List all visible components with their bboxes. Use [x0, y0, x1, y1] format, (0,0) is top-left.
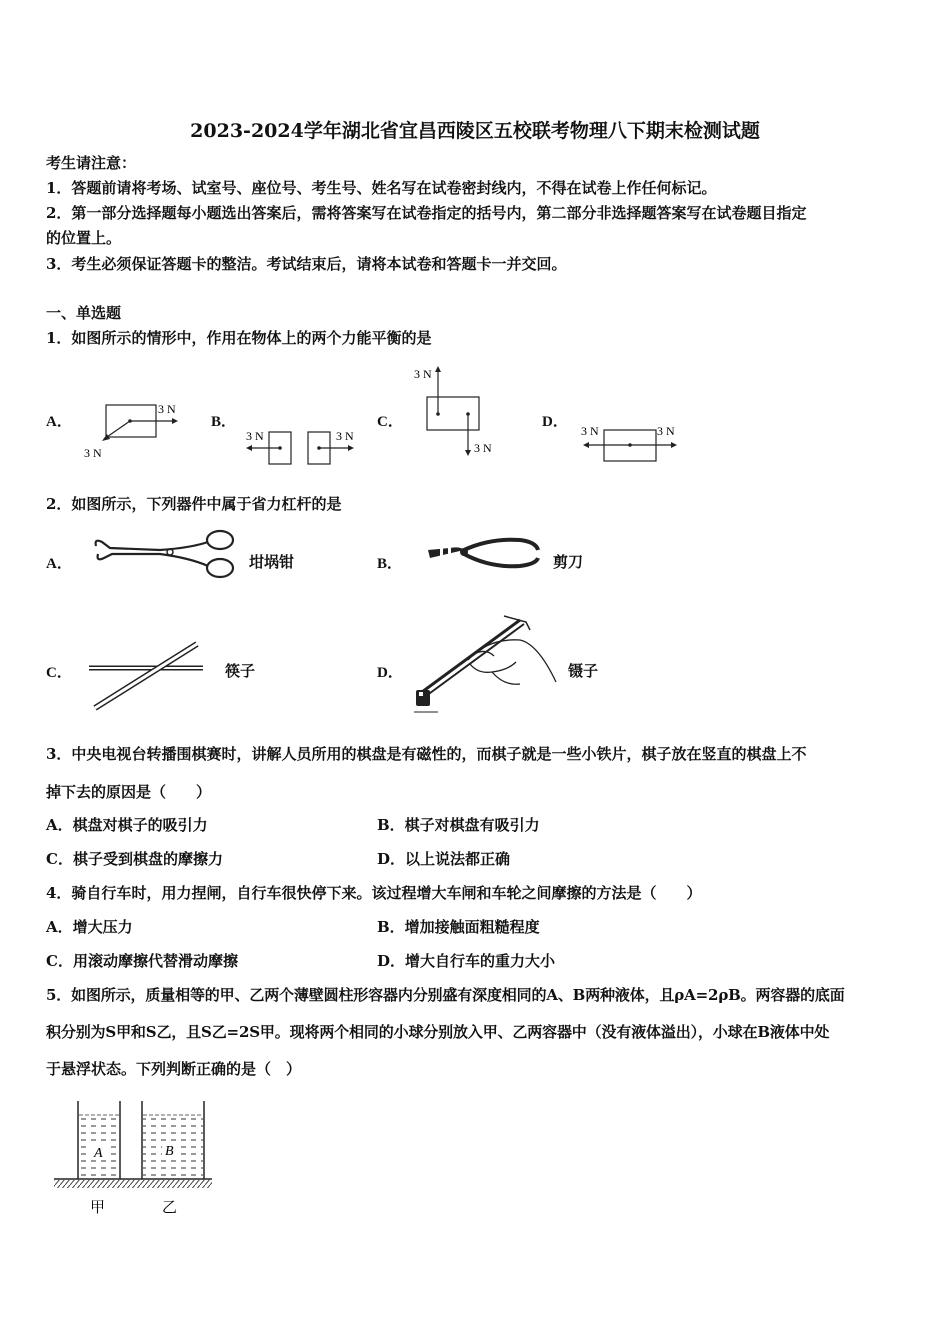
q1b-force-left: 3 N — [246, 429, 264, 443]
q1-option-d-label[interactable]: D． — [542, 414, 568, 430]
chopsticks-icon — [85, 640, 210, 715]
question-5-stem-1: 5．如图所示，质量相等的甲、乙两个薄壁圆柱形容器内分别盛有深度相同的A、B两种液体，且ρA=2ρB。两容器的底面 — [46, 986, 845, 1004]
q1-figure-c — [410, 360, 510, 460]
q2-option-a-label[interactable]: A． — [46, 556, 72, 572]
q3-option-c[interactable]: C．棋子受到棋盘的摩擦力 — [46, 850, 223, 868]
question-1-stem: 1．如图所示的情形中，作用在物体上的两个力能平衡的是 — [46, 329, 432, 347]
q4-option-c[interactable]: C．用滚动摩擦代替滑动摩擦 — [46, 952, 238, 970]
question-3-stem-1: 3．中央电视台转播围棋赛时，讲解人员所用的棋盘是有磁性的，而棋子就是一些小铁片，棋子放在竖直的棋盘上不 — [46, 745, 807, 763]
crucible-tongs-icon — [90, 528, 240, 580]
notice-heading: 考生请注意： — [46, 154, 137, 172]
q2-name-chopsticks: 筷子 — [225, 662, 256, 680]
page-title: 2023-2024学年湖北省宜昌西陵区五校联考物理八下期末检测试题 — [190, 120, 760, 142]
question-5-stem-3: 于悬浮状态。下列判断正确的是（ ） — [46, 1060, 302, 1078]
q3-option-b[interactable]: B．棋子对棋盘有吸引力 — [377, 816, 540, 834]
q1a-force-right: 3 N — [158, 402, 176, 416]
question-2-stem: 2．如图所示，下列器件中属于省力杠杆的是 — [46, 495, 342, 513]
q1c-force-down: 3 N — [474, 441, 492, 455]
question-5-stem-2: 积分别为S甲和S乙，且S乙=2S甲。现将两个相同的小球分别放入甲、乙两容器中（没有液体溢出），小球在B液体中处 — [46, 1023, 830, 1041]
notice-item-1: 1．答题前请将考场、试室号、座位号、考生号、姓名写在试卷密封线内，不得在试卷上作任何标记。 — [46, 179, 717, 197]
notice-item-2-cont: 的位置上。 — [46, 229, 122, 247]
q2-option-c-label[interactable]: C． — [46, 665, 72, 681]
q1-figure-a — [80, 395, 190, 465]
q4-option-d[interactable]: D．增大自行车的重力大小 — [377, 952, 556, 970]
q3-option-d[interactable]: D．以上说法都正确 — [377, 850, 511, 868]
container-jia-label: 甲 — [90, 1200, 106, 1216]
q3-option-a[interactable]: A．棋盘对棋子的吸引力 — [46, 816, 208, 834]
q2-name-scissors: 剪刀 — [553, 553, 584, 571]
q1-option-b-label[interactable]: B． — [211, 414, 237, 430]
q1-option-c-label[interactable]: C． — [377, 414, 403, 430]
q2-name-tweezers: 镊子 — [568, 662, 599, 680]
notice-item-2: 2．第一部分选择题每小题选出答案后，需将答案写在试卷指定的括号内，第二部分非选择题答案写在试卷题目指定 — [46, 204, 807, 222]
q2-option-b-label[interactable]: B． — [377, 556, 403, 572]
section-heading: 一、单选题 — [46, 304, 122, 322]
q1c-force-up: 3 N — [414, 367, 432, 381]
pliers-icon — [420, 536, 545, 581]
q2-name-crucible-tongs: 坩埚钳 — [249, 553, 295, 571]
question-3-stem-2: 掉下去的原因是（ ） — [46, 783, 212, 801]
q1a-force-left: 3 N — [84, 446, 102, 460]
notice-item-3: 3．考生必须保证答题卡的整洁。考试结束后，请将本试卷和答题卡一并交回。 — [46, 255, 567, 273]
container-yi-label: 乙 — [162, 1200, 178, 1216]
q2-option-d-label[interactable]: D． — [377, 665, 403, 681]
q1d-force-left: 3 N — [581, 424, 599, 438]
q1-figure-b — [240, 420, 365, 470]
q1b-force-right: 3 N — [336, 429, 354, 443]
q4-option-b[interactable]: B．增加接触面粗糙程度 — [377, 918, 540, 936]
tweezers-icon — [408, 612, 563, 717]
q1d-force-right: 3 N — [657, 424, 675, 438]
q1-figure-d — [575, 415, 690, 467]
liquid-b-label: B — [165, 1144, 174, 1159]
q1-option-a-label[interactable]: A． — [46, 414, 72, 430]
q4-option-a[interactable]: A．增大压力 — [46, 918, 133, 936]
question-4-stem: 4．骑自行车时，用力捏闸，自行车很快停下来。该过程增大车闸和车轮之间摩擦的方法是（ ） — [46, 884, 702, 902]
liquid-a-label: A — [94, 1146, 103, 1161]
q5-containers-figure — [50, 1095, 215, 1220]
